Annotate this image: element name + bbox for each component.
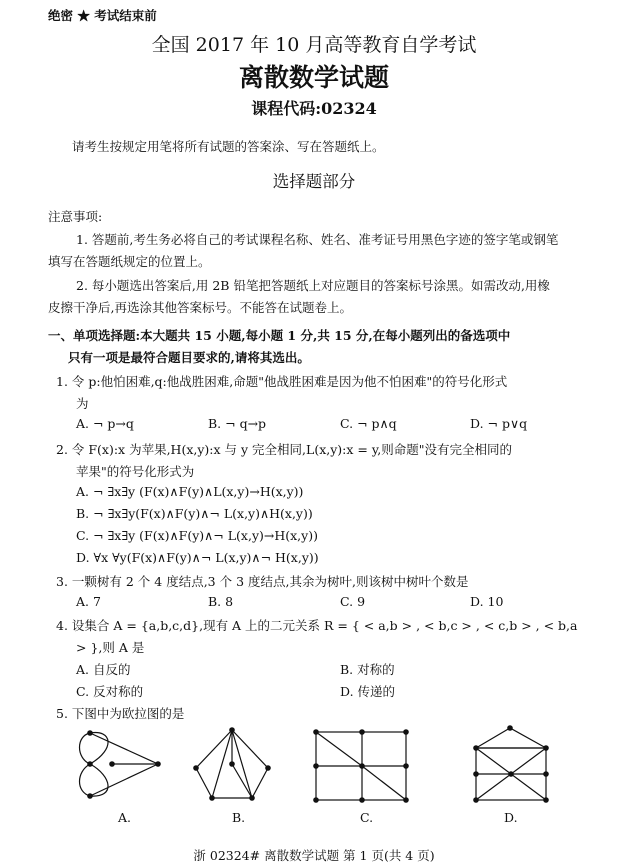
- course-code: 课程代码:02324: [251, 99, 377, 118]
- q2-option-b: B. ¬ ∃x∃y(F(x)∧F(y)∧¬ L(x,y)∧H(x,y)): [76, 506, 313, 521]
- q2-stem-line-2: 苹果"的符号化形式为: [76, 464, 195, 479]
- graph-d-label: D.: [504, 810, 518, 825]
- q5-stem: 5. 下图中为欧拉图的是: [56, 706, 185, 721]
- q2-option-c: C. ¬ ∃x∃y (F(x)∧F(y)∧¬ L(x,y)→H(x,y)): [76, 528, 318, 543]
- q3-option-c: C. 9: [340, 594, 366, 609]
- q3-option-d: D. 10: [470, 594, 504, 609]
- q4-option-d: D. 传递的: [340, 684, 396, 699]
- notes-label: 注意事项:: [48, 209, 103, 224]
- graph-c: [312, 728, 412, 806]
- page-footer: 浙 02324# 离散数学试题 第 1 页(共 4 页): [193, 848, 435, 863]
- q3-option-b: B. 8: [208, 594, 234, 609]
- q4-option-a: A. 自反的: [76, 662, 131, 677]
- part1-heading-line-2: 只有一项是最符合题目要求的,请将其选出。: [68, 350, 310, 365]
- note-1-line-2: 填写在答题纸规定的位置上。: [48, 254, 211, 269]
- graph-a: [82, 724, 162, 804]
- q2-option-d: D. ∀x ∀y(F(x)∧F(y)∧¬ L(x,y)∧¬ H(x,y)): [76, 550, 319, 565]
- q2-option-a: A. ¬ ∃x∃y (F(x)∧F(y)∧L(x,y)→H(x,y)): [76, 484, 304, 499]
- graph-a-label: A.: [118, 810, 132, 825]
- q4-option-b: B. 对称的: [340, 662, 395, 677]
- graph-b-label: B.: [232, 810, 246, 825]
- q1-option-c: C. ¬ p∧q: [340, 416, 397, 431]
- part1-heading-line-1: 一、单项选择题:本大题共 15 小题,每小题 1 分,共 15 分,在每小题列出的备选项中: [48, 328, 511, 343]
- graph-d: [470, 724, 552, 806]
- q1-stem-line-1: 1. 令 p:他怕困难,q:他战胜困难,命题"他战胜困难是因为他不怕困难"的符号化形式: [56, 374, 508, 389]
- confidential-label: 绝密 ★ 考试结束前: [48, 8, 157, 23]
- q1-stem-line-2: 为: [76, 396, 89, 411]
- exam-title: 全国 2017 年 10 月高等教育自学考试: [151, 34, 477, 56]
- q4-option-c: C. 反对称的: [76, 684, 144, 699]
- q3-stem: 3. 一颗树有 2 个 4 度结点,3 个 3 度结点,其余为树叶,则该树中树叶个数是: [56, 574, 469, 589]
- q1-option-b: B. ¬ q→p: [208, 416, 267, 431]
- section-title: 选择题部分: [272, 172, 356, 191]
- q2-stem-line-1: 2. 令 F(x):x 为苹果,H(x,y):x 与 y 完全相同,L(x,y):x = y,则命题"没有完全相同的: [56, 442, 512, 457]
- q4-stem-line-1: 4. 设集合 A = {a,b,c,d},现有 A 上的二元关系 R = { < a,b > , < b,c > , < c,b > , < b,a: [56, 618, 578, 633]
- q4-stem-line-2: > },则 A 是: [76, 640, 145, 655]
- q3-option-a: A. 7: [76, 594, 101, 609]
- note-1-line-1: 1. 答题前,考生务必将自己的考试课程名称、姓名、准考证号用黑色字迹的签字笔或钢笔: [76, 232, 559, 247]
- intro-text: 请考生按规定用笔将所有试题的答案涂、写在答题纸上。: [72, 139, 385, 154]
- note-2-line-1: 2. 每小题选出答案后,用 2B 铅笔把答题纸上对应题目的答案标号涂黑。如需改动,用橡: [76, 278, 550, 293]
- graph-b: [190, 726, 274, 806]
- graph-c-label: C.: [360, 810, 374, 825]
- q1-option-a: A. ¬ p→q: [76, 416, 134, 431]
- subject-title: 离散数学试题: [238, 63, 389, 92]
- note-2-line-2: 皮擦干净后,再选涂其他答案标号。不能答在试题卷上。: [48, 300, 352, 315]
- q1-option-d: D. ¬ p∨q: [470, 416, 528, 431]
